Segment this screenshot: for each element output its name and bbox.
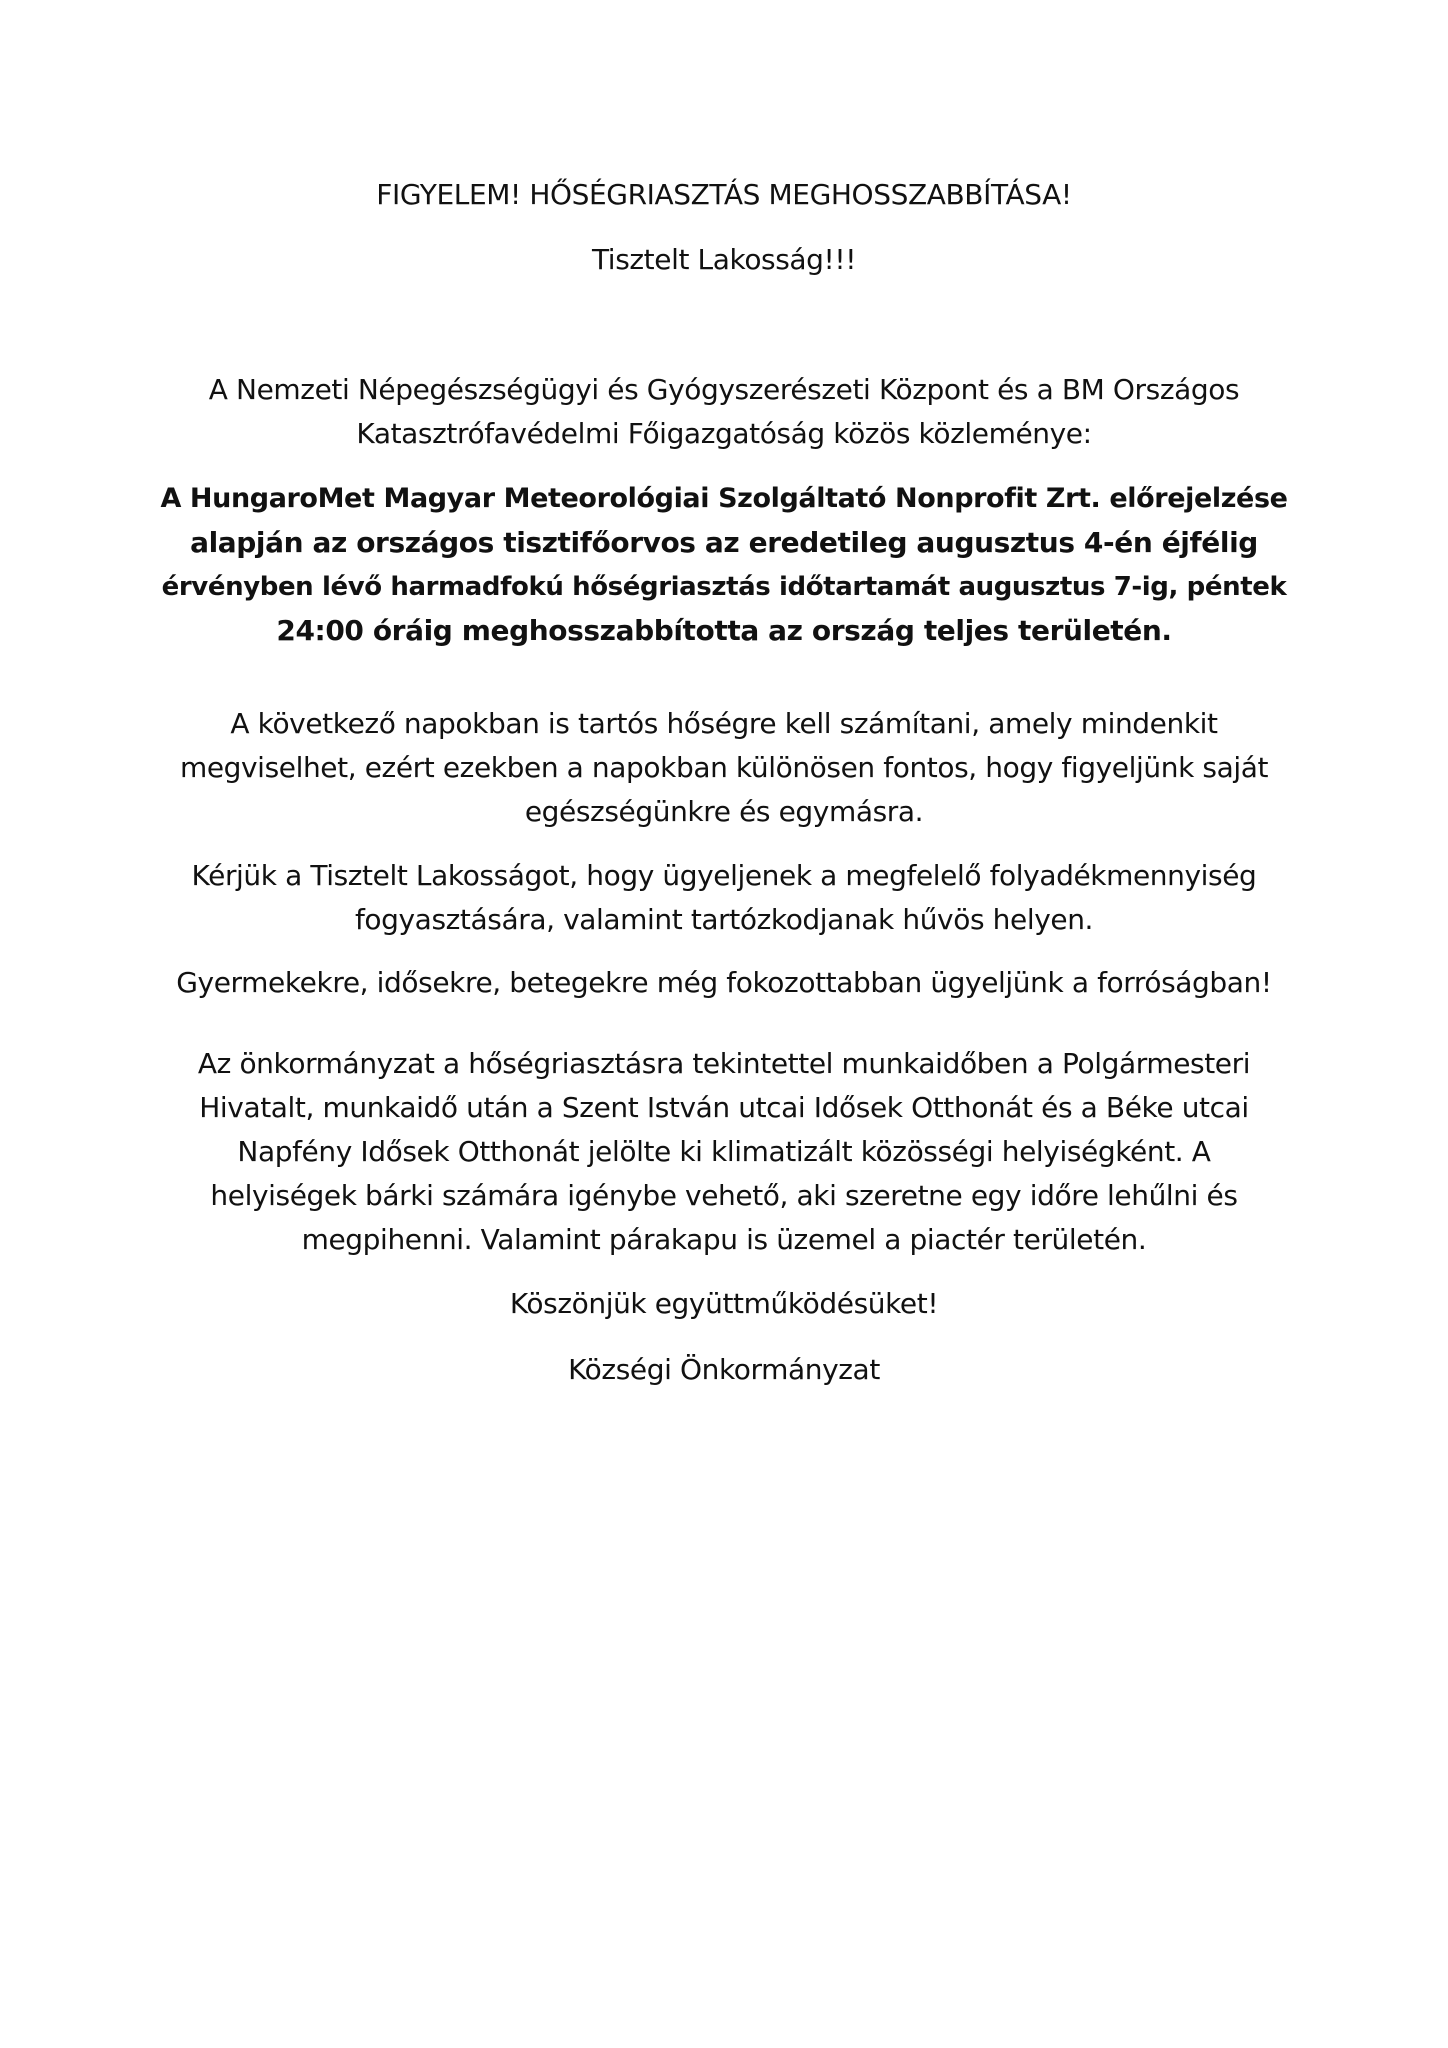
paragraph-line: fogyasztására, valamint tartózkodjanak hűvös helyen. [354,903,1094,936]
salutation: Tisztelt Lakosság!!! [591,243,857,276]
notice-title: FIGYELEM! HŐSÉGRIASZTÁS MEGHOSSZABBÍTÁSA! [376,178,1072,211]
paragraph-cooling-rooms [160,1042,1288,1262]
paragraph-line: A következő napokban is tartós hőségre kell számítani, amely mindenkit [230,707,1218,740]
bold-notice-line: 24:00 óráig meghosszabbította az ország teljes területén. [276,614,1172,647]
bold-notice-paragraph [160,477,1288,653]
paragraph-line: megpihenni. Valamint párakapu is üzemel a piactér területén. [301,1223,1147,1256]
bold-notice-line: A HungaroMet Magyar Meteorológiai Szolgáltató Nonprofit Zrt. előrejelzése [160,483,1288,514]
paragraph-line: helyiségek bárki számára igénybe vehető, aki szeretne egy időre lehűlni és [210,1179,1238,1212]
paragraph-line: Az önkormányzat a hőségriasztásra tekintettel munkaidőben a Polgármesteri [197,1047,1251,1080]
paragraph-line: megviselhet, ezért ezekben a napokban különösen fontos, hogy figyeljünk saját [179,751,1269,784]
paragraph-line: Kérjük a Tisztelt Lakosságot, hogy ügyeljenek a megfelelő folyadékmennyiség [191,859,1257,892]
paragraph-hydration [160,854,1288,942]
paragraph-line: Hivatalt, munkaidő után a Szent István utcai Idősek Otthonát és a Béke utcai [199,1091,1249,1124]
paragraph-line: Gyermekekre, idősekre, betegekre még fokozottabban ügyeljünk a forróságban! [176,966,1272,999]
signature: Községi Önkormányzat [568,1353,880,1386]
paragraph-line: egészségünkre és egymásra. [524,795,924,828]
intro-line: A Nemzeti Népegészségügyi és Gyógyszerészeti Központ és a BM Országos [208,373,1240,406]
intro-paragraph [160,368,1288,456]
paragraph-line: Napfény Idősek Otthonát jelölte ki klimatizált közösségi helyiségként. A [237,1135,1211,1168]
bold-notice-line: alapján az országos tisztifőorvos az eredetileg augusztus 4-én éjfélig [190,526,1258,559]
thanks-line: Köszönjük együttműködésüket! [509,1287,939,1320]
paragraph-heat-warning [160,702,1288,834]
intro-line: Katasztrófavédelmi Főigazgatóság közös közleménye: [356,417,1092,450]
bold-notice-line: érvényben lévő harmadfokú hőségriasztás időtartamát augusztus 7-ig, péntek [161,572,1287,602]
paragraph-vulnerable [160,961,1288,1005]
